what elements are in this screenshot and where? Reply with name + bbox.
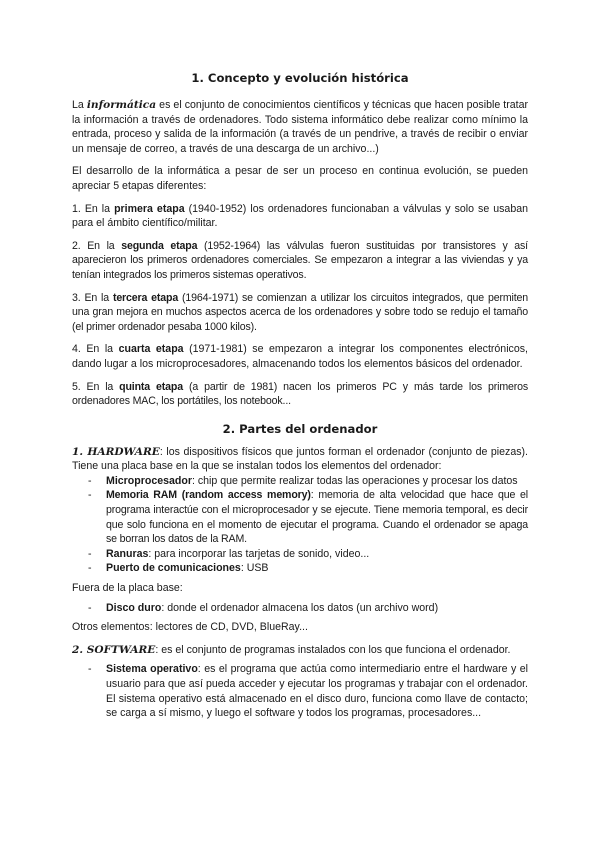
list-item: - Puerto de comunicaciones: USB [106,561,528,576]
list-item: - Memoria RAM (random access memory): memoria de alta velocidad que hace que el programa interactúe con el microprocesador y se ejecute. Tiene memoria temporal, es decir que solo funciona en el momento de ejecutar el programa. Cuando el ordenador se apaga se borran los datos de la RAM. [106,488,528,546]
term-hardware: 1. HARDWARE [72,445,160,458]
list-item: - Microprocesador: chip que permite realizar todas las operaciones y procesar los datos [106,474,528,489]
section-1-title: 1. Concepto y evolución histórica [191,71,409,85]
document-content [72,70,528,721]
hardware-paragraph: 1. HARDWARE: los dispositivos físicos que juntos forman el ordenador (conjunto de piezas). Tiene una placa base en la que se instalan todos los elementos del ordenador: [72,445,528,473]
intro-paragraph: La informática es el conjunto de conocimientos científicos y técnicas que hacen posible tratar la información a través de ordenadores. Todo sistema informático debe realizar como mínimo la entrada, proceso y salida de la información (a través de un pendrive, a través de recibir o enviar un mensaje de correo, a través de una descarga de un archivo...) [72,99,528,155]
hardware-list [72,474,528,576]
stage-2-paragraph: 2. En la segunda etapa (1952-1964) las válvulas fueron sustituidas por transistores y así aparecieron los primeros ordenadores comerciales. Se empezaron a integrar a las viviendas y ya tenían integrados los primeros sistemas operativos. [72,239,528,281]
outside-board-label: Fuera de la placa base: [72,582,183,595]
development-paragraph: El desarrollo de la informática a pesar de ser un proceso en continua evolución, se pueden apreciar 5 etapas diferentes: [72,165,528,192]
section-2-title: 2. Partes del ordenador [222,421,378,436]
stage-3-paragraph: 3. En la tercera etapa (1964-1971) se comienzan a utilizar los circuitos integrados, que permiten una gran mejora en muchos aspectos acerca de los ordenadores y sobre todo se redujo el tamaño (el primer ordenador pesaba 1000 kilos). [72,291,528,333]
software-list [72,662,528,720]
list-item: - Disco duro: donde el ordenador almacena los datos (un archivo word) [106,601,528,616]
term-informatica: informática [86,99,157,111]
outside-board-list [72,601,528,616]
stage-1-paragraph: 1. En la primera etapa (1940-1952) los ordenadores funcionaban a válvulas y solo se usaban para el ámbito científico/militar. [72,202,528,230]
term-software: 2. SOFTWARE [72,643,156,656]
other-elements-paragraph: Otros elementos: lectores de CD, DVD, BlueRay... [72,621,308,634]
stage-4-paragraph: 4. En la cuarta etapa (1971-1981) se empezaron a integrar los componentes electrónicos, dando lugar a los microprocesadores, almacenando todos los elementos básicos del ordenador. [72,343,528,370]
stage-5-paragraph: 5. En la quinta etapa (a partir de 1981) nacen los primeros PC y más tarde los primeros ordenadores MAC, los portátiles, los notebook... [72,380,528,408]
software-paragraph: 2. SOFTWARE: es el conjunto de programas instalados con los que funciona el ordenador. [72,643,511,656]
list-item: - Sistema operativo: es el programa que actúa como intermediario entre el hardware y el usuario para que así pueda acceder y ejecutar los programas y trabajar con el ordenador. El sistema operativo está almacenado en el disco duro, funciona como llave de contacto; se carga a sí mismo, y luego el software y todos los programas, procesadores... [106,662,528,720]
list-item: - Ranuras: para incorporar las tarjetas de sonido, video... [106,547,528,562]
